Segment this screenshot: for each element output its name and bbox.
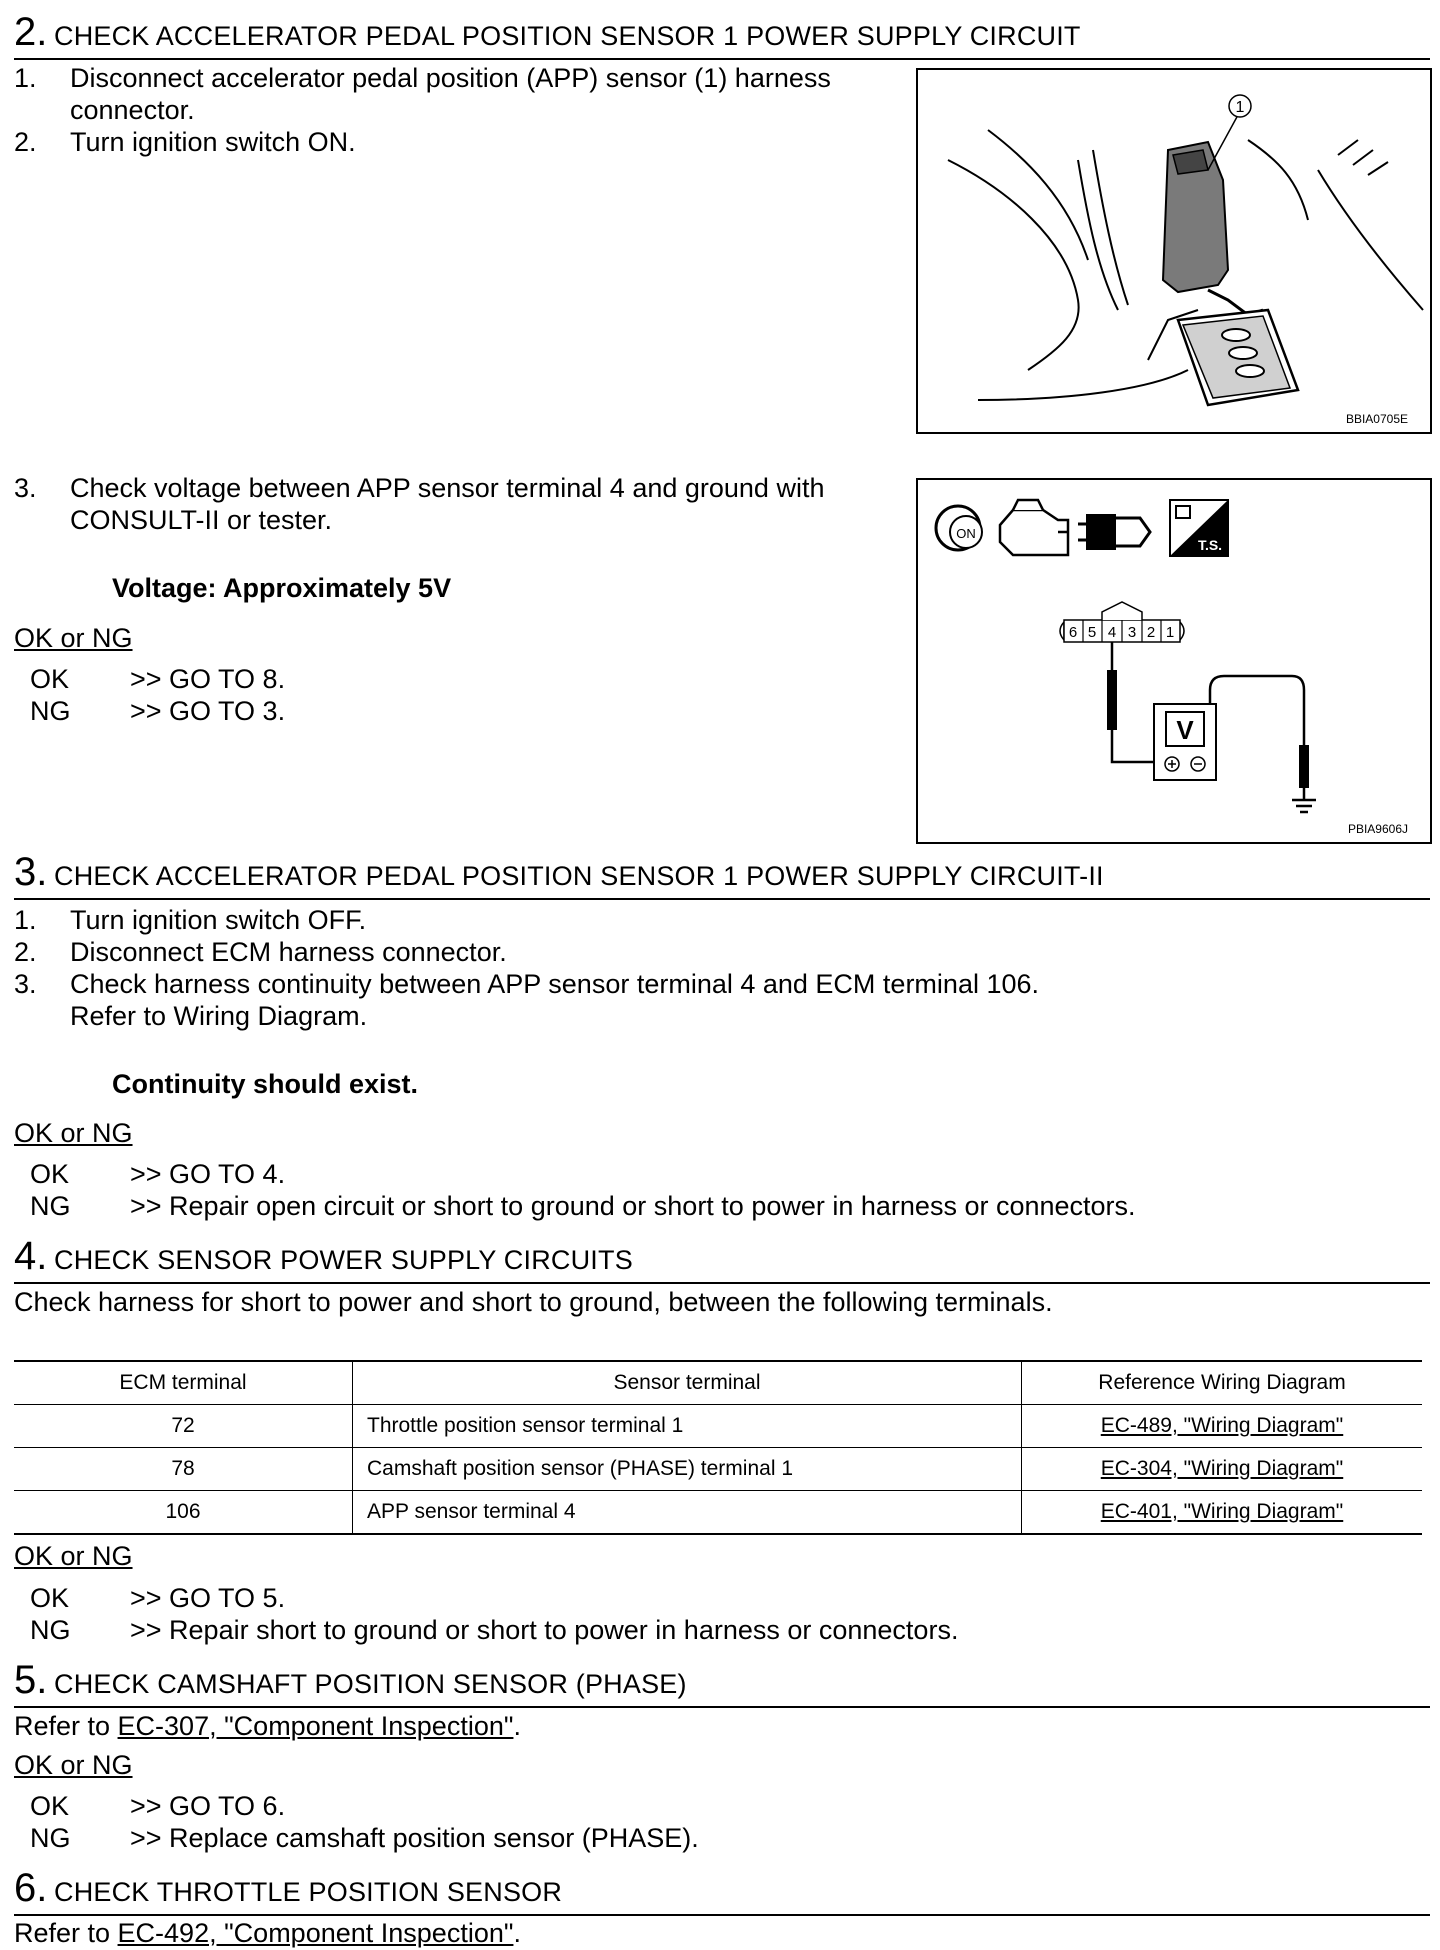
ok-ng-heading: OK or NG [14,1118,133,1148]
component-inspection-link[interactable]: EC-307, "Component Inspection" [117,1711,514,1741]
figure-code: PBIA9606J [1347,822,1408,836]
column-header: Reference Wiring Diagram [1022,1361,1423,1405]
ng-result: >> GO TO 3. [130,696,286,726]
list-item-text: Check harness continuity between APP sensor terminal 4 and ECM terminal 106. [70,969,1040,999]
ng-result: >> Repair short to ground or short to power in harness or connectors. [130,1615,959,1645]
step-title: CHECK ACCELERATOR PEDAL POSITION SENSOR 1 POWER SUPPLY CIRCUIT-II [54,861,1104,891]
list-item-number: 2. [14,937,37,967]
ok-label: OK [30,1791,70,1821]
refer-prefix: Refer to [14,1918,118,1948]
harness-connector [1060,602,1184,642]
spec-value: Voltage: Approximately 5V [112,573,452,603]
ng-result: >> Replace camshaft position sensor (PHASE). [130,1823,699,1853]
voltage-check-figure [916,478,1432,844]
pin-label: 5 [1087,624,1097,641]
step-5-header [14,1658,1430,1708]
ng-label: NG [30,1191,71,1221]
step-number: 2. [14,10,48,54]
ok-label: OK [30,664,70,694]
refer-line [14,1710,521,1742]
step-number: 4. [14,1234,48,1278]
pedal-illustration [918,70,1430,432]
list-item-text: Refer to Wiring Diagram. [70,1001,368,1031]
voltage-check-diagram [918,480,1430,842]
wiring-diagram-link[interactable]: EC-489, "Wiring Diagram" [1100,1414,1344,1437]
step-title: CHECK ACCELERATOR PEDAL POSITION SENSOR 1 POWER SUPPLY CIRCUIT [54,21,1081,51]
list-item-text: Turn ignition switch ON. [70,127,356,157]
wiring-diagram-link[interactable]: EC-304, "Wiring Diagram" [1100,1457,1344,1480]
list-item-number: 3. [14,969,37,999]
table-row [14,1448,1422,1491]
sensor-terminal-cell: APP sensor terminal 4 [353,1491,1022,1535]
table-row [14,1491,1422,1535]
sensor-terminal-cell: Camshaft position sensor (PHASE) terminal 1 [353,1448,1022,1491]
list-item-text: Disconnect ECM harness connector. [70,937,507,967]
step-title: CHECK CAMSHAFT POSITION SENSOR (PHASE) [54,1669,687,1699]
sensor-terminal-cell: Throttle position sensor terminal 1 [353,1405,1022,1448]
list-item-number: 1. [14,63,37,93]
step-2-header [14,10,1430,60]
ok-result: >> GO TO 4. [130,1159,286,1189]
pin-label: 1 [1165,624,1175,641]
refer-suffix: . [513,1918,521,1948]
ng-result: >> Repair open circuit or short to ground or short to power in harness or connectors. [130,1191,1136,1221]
ok-ng-heading: OK or NG [14,623,133,653]
pin-label: 6 [1068,624,1078,641]
step-number: 6. [14,1866,48,1910]
app-sensor-location-figure [916,68,1432,434]
list-item-text: Turn ignition switch OFF. [70,905,367,935]
spec-value: Continuity should exist. [112,1069,419,1099]
pin-label: 2 [1146,624,1156,641]
refer-prefix: Refer to [14,1711,118,1741]
ok-ng-heading: OK or NG [14,1750,133,1780]
ok-result: >> GO TO 8. [130,664,286,694]
figure-code: BBIA0705E [1345,412,1408,426]
terminal-table [14,1360,1422,1535]
ecm-terminal-cell: 106 [14,1491,353,1535]
list-item-number: 1. [14,905,37,935]
ng-label: NG [30,1615,71,1645]
component-inspection-link[interactable]: EC-492, "Component Inspection" [117,1918,514,1948]
ok-result: >> GO TO 5. [130,1583,286,1613]
ecm-terminal-cell: 72 [14,1405,353,1448]
pin-label: 4 [1107,624,1117,641]
step-4-header [14,1234,1430,1284]
ng-label: NG [30,1823,71,1853]
ok-label: OK [30,1159,70,1189]
step-6-header [14,1866,1430,1916]
step-number: 3. [14,850,48,894]
step-title: CHECK THROTTLE POSITION SENSOR [54,1877,563,1907]
callout-number: 1 [1235,99,1245,116]
table-row [14,1405,1422,1448]
ng-label: NG [30,696,71,726]
step-number: 5. [14,1658,48,1702]
refer-line [14,1917,521,1949]
list-item-number: 3. [14,473,37,503]
list-item-number: 2. [14,127,37,157]
list-item-text: CONSULT-II or tester. [70,505,333,535]
refer-suffix: . [513,1711,521,1741]
meter-label: V [1176,715,1194,745]
step-title: CHECK SENSOR POWER SUPPLY CIRCUITS [54,1245,633,1275]
intro-text: Check harness for short to power and short to ground, between the following terminals. [14,1287,1053,1317]
voltmeter-icon [1154,704,1216,780]
step-3-header [14,850,1430,900]
list-item-text: connector. [70,95,195,125]
table-header-row [14,1361,1422,1405]
connector-icon [1078,514,1150,550]
on-label: ON [956,526,976,541]
column-header: Sensor terminal [353,1361,1022,1405]
ignition-key-icon [936,506,982,550]
ecm-terminal-cell: 78 [14,1448,353,1491]
wiring-diagram-link[interactable]: EC-401, "Wiring Diagram" [1100,1500,1344,1523]
ts-label: T.S. [1197,537,1223,553]
ok-result: >> GO TO 6. [130,1791,286,1821]
pin-label: 3 [1127,624,1137,641]
tester-icon [1170,500,1228,556]
list-item-text: Disconnect accelerator pedal position (APP) sensor (1) harness [70,63,831,93]
list-item-text: Check voltage between APP sensor terminal 4 and ground with [70,473,825,503]
column-header: ECM terminal [14,1361,353,1405]
ok-label: OK [30,1583,70,1613]
ok-ng-heading: OK or NG [14,1541,133,1571]
engine-icon [1000,500,1068,555]
